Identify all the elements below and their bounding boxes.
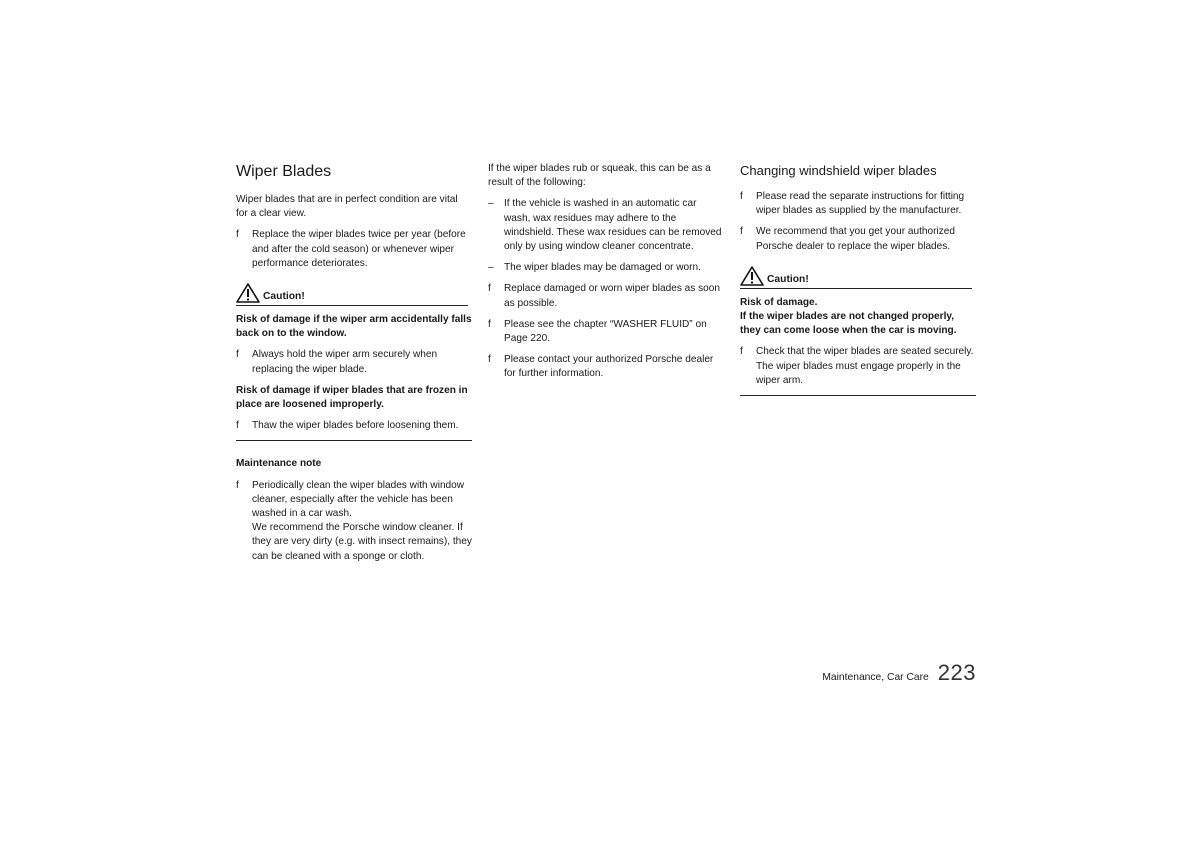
warning-text: If the wiper blades are not changed properly, they can come loose when the car is moving. [740, 311, 957, 337]
caution-header [740, 266, 972, 289]
maintenance-heading: Maintenance note [236, 458, 322, 470]
list-item: f Thaw the wiper blades before loosening them. [236, 419, 472, 433]
caution-end-rule [740, 395, 976, 396]
step-marker: f [488, 354, 491, 366]
step-marker: f [236, 229, 239, 241]
step-marker: f [236, 479, 239, 491]
list-item: f Always hold the wiper arm securely when replacing the wiper blade. [236, 349, 438, 375]
step-marker: f [740, 346, 743, 358]
page-title: Wiper Blades [236, 163, 332, 180]
step-marker: f [488, 318, 491, 330]
caution-label: Caution! [263, 291, 305, 303]
step-marker: f [488, 283, 491, 295]
list-item: – If the vehicle is washed in an automatic car wash, wax residues may adhere to the windshield. These wax residues can be removed only by using window cleaner concentrate. [488, 198, 722, 253]
list-item: – The wiper blades may be damaged or worn. [488, 261, 724, 275]
list-item: f Please read the separate instructions for fitting wiper blades as supplied by the manufacturer. [740, 191, 965, 217]
warning-triangle-icon [740, 266, 764, 286]
column-2 [488, 162, 724, 389]
intro-text: If the wiper blades rub or squeak, this can be as a result of the following: [488, 163, 711, 189]
step-marker: f [740, 226, 743, 238]
warning-triangle-icon [236, 283, 260, 303]
list-item: f Please contact your authorized Porsche dealer for further information. [488, 354, 714, 380]
page-footer [822, 660, 976, 686]
warning-text: Risk of damage if wiper blades that are frozen in place are loosened improperly. [236, 384, 468, 411]
list-item: f Check that the wiper blades are seated securely. The wiper blades must engage properly in the wiper arm. [740, 346, 974, 386]
page-number: 223 [937, 660, 976, 685]
caution-label: Caution! [767, 273, 809, 285]
warning-text: Risk of damage if the wiper arm accidentally falls back on to the window. [236, 314, 472, 340]
dash-marker: – [488, 198, 494, 210]
list-item: f Replace the wiper blades twice per year (before and after the cold season) or whenever wiper performance deteriorates. [236, 229, 466, 269]
list-item: f Replace damaged or worn wiper blades as soon as possible. [488, 283, 721, 309]
section-name: Maintenance, Car Care [822, 672, 929, 683]
caution-header [236, 283, 468, 306]
step-marker: f [236, 420, 239, 432]
list-item: f Please see the chapter “WASHER FLUID” on Page 220. [488, 318, 707, 345]
section-title: Changing windshield wiper blades [740, 163, 937, 178]
intro-text: Wiper blades that are in perfect condition are vital for a clear view. [236, 194, 458, 220]
step-marker: f [740, 191, 743, 202]
step-marker: f [236, 349, 239, 361]
column-1 [236, 162, 472, 571]
column-3 [740, 162, 976, 396]
dash-marker: – [488, 262, 494, 274]
caution-end-rule [236, 440, 472, 441]
list-item: f Periodically clean the wiper blades with window cleaner, especially after the vehicle has been washed in a car wash. We recommend the Porsche window cleaner. If they are very dirty (e.g. with insect remains), they can be cleaned with a sponge or cloth. [236, 479, 472, 562]
list-item: f We recommend that you get your authorized Porsche dealer to replace the wiper blades. [740, 226, 955, 252]
warning-text: Risk of damage. [740, 296, 818, 308]
